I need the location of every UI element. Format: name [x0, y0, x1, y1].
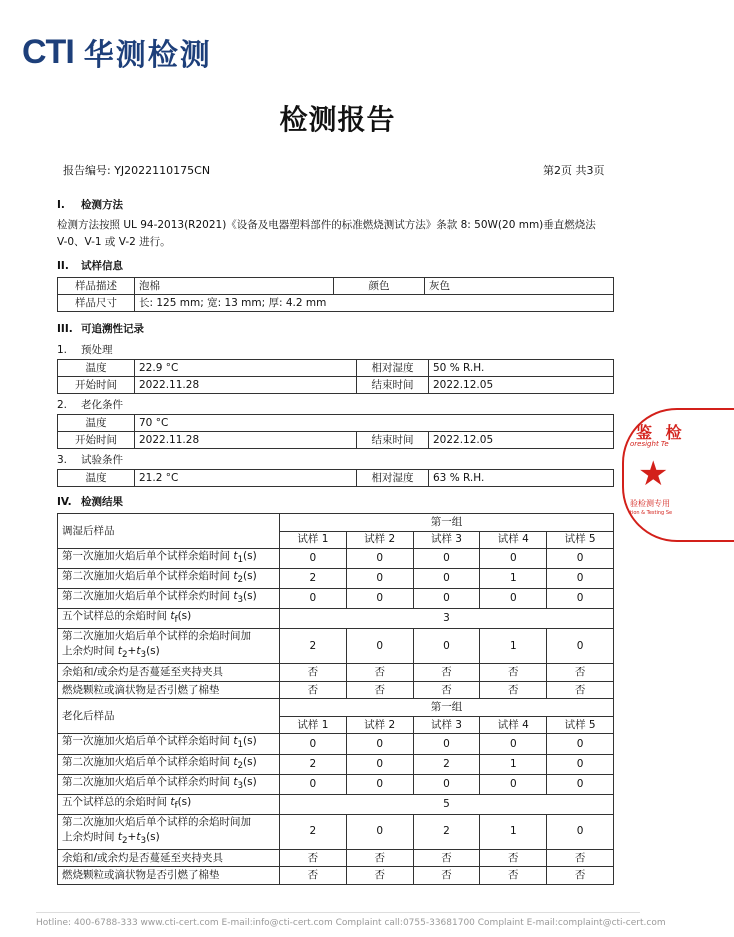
section-trace-heading: III. 可追溯性记录 — [57, 323, 144, 335]
section-method-heading: I. 检测方法 — [57, 199, 123, 211]
table-cell: 试样 5 — [547, 716, 614, 734]
table-cell: 否 — [480, 664, 547, 682]
table-cell: 0 — [547, 774, 614, 794]
table-row — [58, 629, 614, 664]
table-cell: 0 — [480, 549, 547, 569]
results-table — [57, 513, 614, 885]
table-cell: 余焰和/或余灼是否蔓延至夹持夹具 — [58, 849, 280, 867]
table-cell: 试样 3 — [413, 716, 480, 734]
table-cell: 第二次施加火焰后单个试样余灼时间 $t_3(s)$ — [58, 589, 280, 609]
pretreatment-label: 1. 预处理 — [57, 344, 113, 356]
table-cell: 老化后样品 — [58, 699, 280, 734]
table-cell: 0 — [480, 774, 547, 794]
report-number: 报告编号: YJ2022110175CN — [63, 164, 211, 177]
table-cell: 1 — [480, 569, 547, 589]
table-cell: 第二次施加火焰后单个试样余焰时间 $t_2(s)$ — [58, 569, 280, 589]
table-row — [58, 569, 614, 589]
table-row — [58, 664, 614, 682]
table-cell: 2 — [280, 629, 347, 664]
table-row — [58, 867, 614, 885]
table-cell: 0 — [346, 814, 413, 849]
table-cell: 0 — [480, 734, 547, 754]
table-cell: 否 — [547, 849, 614, 867]
aging-label: 2. 老化条件 — [57, 399, 123, 411]
section-results-heading: IV. 检测结果 — [57, 496, 123, 508]
table-cell: 否 — [346, 681, 413, 699]
table-cell: 试样 4 — [480, 531, 547, 549]
table-cell: 第一组 — [280, 514, 614, 532]
table-cell: 第一组 — [280, 699, 614, 717]
table-cell: 燃烧颗粒或滴状物是否引燃了棉垫 — [58, 867, 280, 885]
table-cell: 0 — [346, 569, 413, 589]
table-cell: 0 — [547, 629, 614, 664]
table-cell: 试样 1 — [280, 716, 347, 734]
inspection-seal: 鉴 检 oresight Te ★ 验检测专用 tion & Testing Se — [622, 408, 734, 542]
table-row — [58, 734, 614, 754]
method-text: 检测方法按照 UL 94-2013(R2021)《设备及电器塑料部件的标准燃烧测试方法》条款 8: 50W(20 mm)垂直燃烧法 V-0、V-1 或 V-2 进行。 — [57, 219, 596, 248]
table-cell: 否 — [280, 867, 347, 885]
pretreatment-table: 温度 22.9 °C 相对湿度 50 % R.H. 开始时间 2022.11.28 结束时间 2022.12.05 — [57, 359, 614, 394]
table-cell: 2 — [280, 814, 347, 849]
results-header-row — [58, 699, 614, 717]
table-cell: 第一次施加火焰后单个试样余焰时间 $t_1(s)$ — [58, 549, 280, 569]
table-cell: 第二次施加火焰后单个试样的余焰时间加 上余灼时间 $t_2+t_3(s)$ — [58, 629, 280, 664]
sample-info-table: 样品描述 泡棉 颜色 灰色 样品尺寸 长: 125 mm; 宽: 13 mm; 厚: 4.2 mm — [57, 277, 614, 312]
table-row — [58, 754, 614, 774]
table-cell: 五个试样总的余焰时间 $t_f(s)$ — [58, 609, 280, 629]
table-cell: 0 — [346, 629, 413, 664]
table-cell: 3 — [280, 609, 614, 629]
table-cell: 否 — [280, 849, 347, 867]
table-row — [58, 549, 614, 569]
table-cell: 试样 3 — [413, 531, 480, 549]
table-cell: 0 — [547, 569, 614, 589]
table-cell: 试样 1 — [280, 531, 347, 549]
section-sample-heading: II. 试样信息 — [57, 260, 123, 272]
footer-contacts: Hotline: 400-6788-333 www.cti-cert.com E-mail:info@cti-cert.com Complaint call:0755-33681700 Complaint E-mail:complaint@cti-cert.com — [36, 918, 666, 928]
table-cell: 0 — [346, 774, 413, 794]
table-cell: 2 — [413, 814, 480, 849]
table-cell: 试样 5 — [547, 531, 614, 549]
test-condition-label: 3. 试验条件 — [57, 454, 123, 466]
table-row — [58, 609, 614, 629]
table-cell: 0 — [280, 549, 347, 569]
test-condition-table: 温度 21.2 °C 相对湿度 63 % R.H. — [57, 469, 614, 487]
table-cell: 0 — [346, 549, 413, 569]
table-row — [58, 681, 614, 699]
table-cell: 0 — [413, 734, 480, 754]
table-cell: 0 — [280, 734, 347, 754]
table-cell: 2 — [413, 754, 480, 774]
table-cell: 试样 2 — [346, 716, 413, 734]
star-icon: ★ — [638, 454, 669, 494]
table-cell: 否 — [480, 681, 547, 699]
table-cell: 余焰和/或余灼是否蔓延至夹持夹具 — [58, 664, 280, 682]
footer-divider — [36, 912, 640, 913]
table-cell: 0 — [346, 589, 413, 609]
table-cell: 否 — [413, 681, 480, 699]
page-info: 第2页 共3页 — [543, 164, 605, 177]
document-title: 检测报告 — [279, 103, 396, 136]
table-cell: 第二次施加火焰后单个试样余焰时间 $t_2(s)$ — [58, 754, 280, 774]
table-row — [58, 849, 614, 867]
table-cell: 0 — [413, 774, 480, 794]
table-cell: 1 — [480, 754, 547, 774]
table-row — [58, 589, 614, 609]
table-cell: 否 — [280, 664, 347, 682]
logo-text: CTI — [22, 32, 74, 71]
table-cell: 0 — [547, 589, 614, 609]
table-cell: 否 — [480, 867, 547, 885]
table-cell: 否 — [346, 664, 413, 682]
table-cell: 否 — [413, 664, 480, 682]
table-cell: 试样 4 — [480, 716, 547, 734]
table-cell: 五个试样总的余焰时间 $t_f(s)$ — [58, 794, 280, 814]
table-cell: 0 — [280, 589, 347, 609]
table-cell: 0 — [346, 754, 413, 774]
table-cell: 0 — [547, 754, 614, 774]
aging-table: 温度 70 °C 开始时间 2022.11.28 结束时间 2022.12.05 — [57, 414, 614, 449]
table-cell: 0 — [413, 549, 480, 569]
table-cell: 第二次施加火焰后单个试样余灼时间 $t_3(s)$ — [58, 774, 280, 794]
table-cell: 燃烧颗粒或滴状物是否引燃了棉垫 — [58, 681, 280, 699]
table-cell: 第一次施加火焰后单个试样余焰时间 $t_1(s)$ — [58, 734, 280, 754]
table-cell: 0 — [480, 589, 547, 609]
table-cell: 2 — [280, 569, 347, 589]
company-logo — [22, 32, 212, 73]
table-cell: 1 — [480, 629, 547, 664]
table-cell: 否 — [547, 681, 614, 699]
table-cell: 否 — [413, 849, 480, 867]
table-cell: 否 — [547, 867, 614, 885]
table-cell: 2 — [280, 754, 347, 774]
table-cell: 试样 2 — [346, 531, 413, 549]
table-cell: 调湿后样品 — [58, 514, 280, 549]
table-cell: 0 — [547, 734, 614, 754]
table-cell: 0 — [280, 774, 347, 794]
table-cell: 第二次施加火焰后单个试样的余焰时间加 上余灼时间 $t_2+t_3(s)$ — [58, 814, 280, 849]
table-cell: 1 — [480, 814, 547, 849]
table-cell: 0 — [413, 629, 480, 664]
table-cell: 5 — [280, 794, 614, 814]
table-cell: 否 — [413, 867, 480, 885]
logo-cn-text: 华测检测 — [83, 38, 212, 73]
table-cell: 0 — [547, 814, 614, 849]
table-cell: 0 — [346, 734, 413, 754]
table-cell: 否 — [480, 849, 547, 867]
table-row — [58, 774, 614, 794]
table-row — [58, 794, 614, 814]
table-cell: 0 — [547, 549, 614, 569]
table-cell: 0 — [413, 589, 480, 609]
results-header-row — [58, 514, 614, 532]
table-row — [58, 814, 614, 849]
table-cell: 否 — [346, 849, 413, 867]
table-cell: 0 — [413, 569, 480, 589]
table-cell: 否 — [280, 681, 347, 699]
table-cell: 否 — [547, 664, 614, 682]
table-cell: 否 — [346, 867, 413, 885]
